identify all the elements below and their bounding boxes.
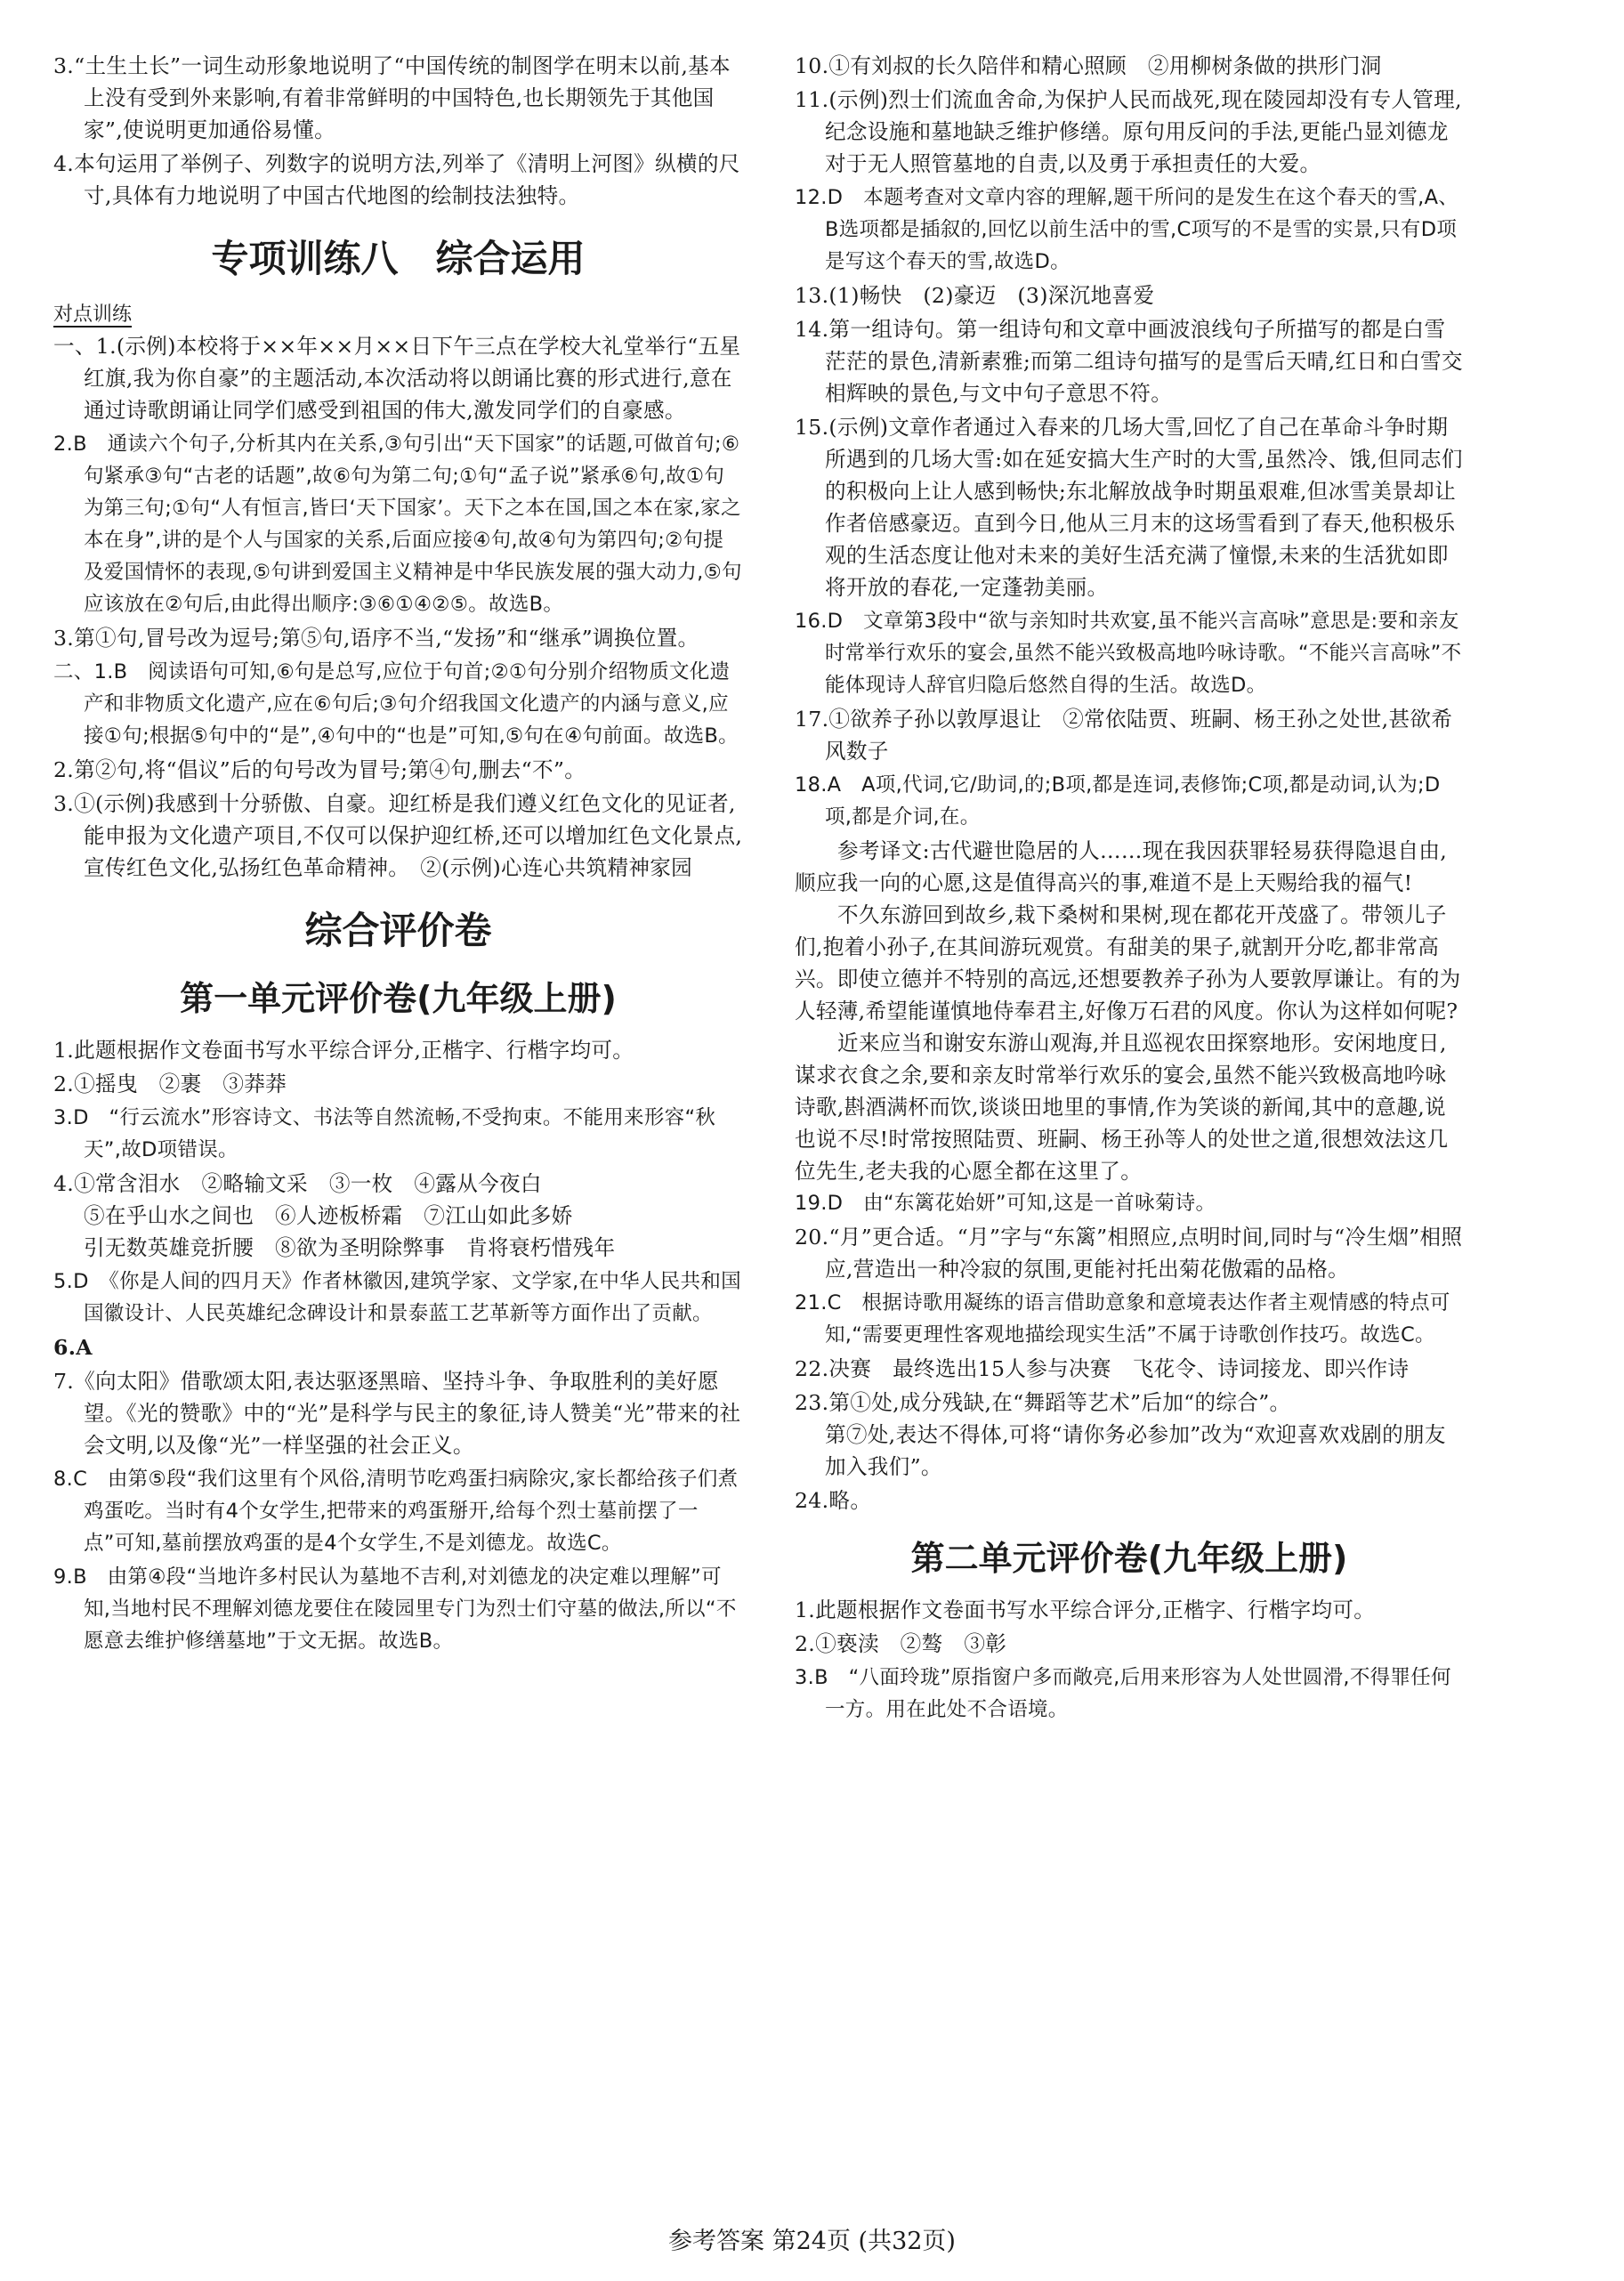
answer-item: 11.(示例)烈士们流血舍命,为保护人民而战死,现在陵园却没有专人管理,纪念设施和墓地缺乏维护修缮。原句用反问的手法,更能凸显刘德龙对于无人照管墓地的自责,以及勇于承担责任的大爱。	[795, 87, 1462, 176]
answer-item: 1.此题根据作文卷面书写水平综合评分,正楷字、行楷字均可。	[795, 1598, 1376, 1622]
answer-item: 23.第①处,成分残缺,在“舞蹈等艺术”后加“的综合”。 第⑦处,表达不得体,可将“请你务必参加”改为“欢迎喜欢戏剧的朋友加入我们”。	[795, 1390, 1446, 1479]
answer-item: 7.《向太阳》借歌颂太阳,表达驱逐黑暗、坚持斗争、争取胜利的美好愿望。《光的赞歌》中的“光”是科学与民主的象征,诗人赞美“光”带来的社会文明,以及像“光”一样坚强的社会正义。	[53, 1369, 741, 1458]
subsection-label: 对点训练	[53, 303, 133, 326]
answer-item: 20.“月”更合适。“月”字与“东篱”相照应,点明时间,同时与“冷生烟”相照应,营造出一种冷寂的氛围,更能衬托出菊花傲霜的品格。	[795, 1225, 1463, 1282]
answer-item: 二、1.B 阅读语句可知,⑥句是总写,应位于句首;②①句分别介绍物质文化遗产和非物质文化遗产,应在⑥句后;③句介绍我国文化遗产的内涵与意义,应接①句;根据⑤句中的“是”,④句中的“也是”可知,⑤句在④句前面。故选B。	[53, 660, 739, 748]
reference-translation: 参考译文:古代避世隐居的人……现在我因获罪轻易获得隐退自由,顺应我一向的心愿,这是值得高兴的事,难道不是上天赐给我的福气!	[795, 838, 1448, 895]
answer-item: 4.①常含泪水 ②略输文采 ③一枚 ④露从今夜白 ⑤在乎山水之间也 ⑥人迹板桥霜 ⑦江山如此多娇 引无数英雄竞折腰 ⑧欲为圣明除弊事 肯将衰朽惜残年	[53, 1171, 616, 1260]
answer-item: 14.第一组诗句。第一组诗句和文章中画波浪线句子所描写的都是白雪茫茫的景色,清新素雅;而第二组诗句描写的是雪后天晴,红日和白雪交相辉映的景色,与文中句子意思不符。	[795, 317, 1463, 406]
right-column	[795, 50, 1464, 1727]
reference-translation: 不久东游回到故乡,栽下桑树和果树,现在都花开茂盛了。带领儿子们,抱着小孙子,在其间游玩观赏。有甜美的果子,就割开分吃,都非常高兴。即使立德并不特别的高远,还想要教养子孙为人要敦厚谦让。有的为人轻薄,希望能谨慎地侍奉君主,好像万石君的风度。你认为这样如何呢?	[795, 902, 1461, 1023]
answer-item: 16.D 文章第3段中“欲与亲知时共欢宴,虽不能兴言高咏”意思是:要和亲友时常举行欢乐的宴会,虽然不能兴致极高地吟咏诗歌。“不能兴言高咏”不能体现诗人辞官归隐后悠然自得的生活。故选D。	[795, 610, 1462, 697]
answer-item: 2.①亵渎 ②骜 ③彰	[795, 1631, 1007, 1656]
answer-item: 19.D 由“东篱花始妍”可知,这是一首咏菊诗。	[795, 1192, 1216, 1215]
answer-item: 6.A	[53, 1335, 93, 1360]
answer-item: 12.D 本题考查对文章内容的理解,题干所问的是发生在这个春天的雪,A、B选项都是插叙的,回忆以前生活中的雪,C项写的不是雪的实景,只有D项是写这个春天的雪,故选D。	[795, 186, 1459, 273]
answer-item: 3.B “八面玲珑”原指窗户多而敞亮,后用来形容为人处世圆滑,不得罪任何一方。用在此处不合语境。	[795, 1666, 1451, 1721]
answer-item: 3.第①句,冒号改为逗号;第⑤句,语序不当,“发扬”和“继承”调换位置。	[53, 626, 699, 651]
page-footer: 参考答案 第24页 (共32页)	[668, 2228, 956, 2255]
answer-item: 13.(1)畅快 (2)豪迈 (3)深沉地喜爱	[795, 283, 1155, 308]
unit-1-title: 第一单元评价卷(九年级上册)	[180, 979, 617, 1018]
answer-item: 3.“土生土长”一词生动形象地说明了“中国传统的制图学在明末以前,基本上没有受到外来影响,有着非常鲜明的中国特色,也长期领先于其他国家”,使说明更加通俗易懂。	[53, 53, 731, 142]
reference-translation: 近来应当和谢安东游山观海,并且巡视农田探察地形。安闲地度日,谋求衣食之余,要和亲友时常举行欢乐的宴会,虽然不能兴致极高地吟咏诗歌,斟酒满杯而饮,谈谈田地里的事情,作为笑谈的新闻,其中的意趣,说也说不尽!时常按照陆贾、班嗣、杨王孙等人的处世之道,很想效法这几位先生,老夫我的心愿全都在这里了。	[795, 1031, 1449, 1184]
answer-item: 21.C 根据诗歌用凝练的语言借助意象和意境表达作者主观情感的特点可知,“需要更理性客观地描绘现实生活”不属于诗歌创作技巧。故选C。	[795, 1291, 1450, 1347]
answer-item: 2.第②句,将“倡议”后的句号改为冒号;第④句,删去“不”。	[53, 757, 586, 782]
answer-item: 一、1.(示例)本校将于××年××月××日下午三点在学校大礼堂举行“五星红旗,我为你自豪”的主题活动,本次活动将以朗诵比赛的形式进行,意在通过诗歌朗诵让同学们感受到祖国的伟大,激发同学们的自豪感。	[53, 334, 741, 423]
answer-item: 8.C 由第⑤段“我们这里有个风俗,清明节吃鸡蛋扫病除灾,家长都给孩子们煮鸡蛋吃。当时有4个女学生,把带来的鸡蛋掰开,给每个烈士墓前摆了一点”可知,墓前摆放鸡蛋的是4个女学生,不是刘德龙。故选C。	[53, 1468, 739, 1555]
answer-item: 10.①有刘叔的长久陪伴和精心照顾 ②用柳树条做的拱形门洞	[795, 53, 1382, 78]
answer-item: 1.此题根据作文卷面书写水平综合评分,正楷字、行楷字均可。	[53, 1038, 634, 1063]
section-title-evaluation: 综合评价卷	[304, 909, 492, 952]
answer-item: 3.D “行云流水”形容诗文、书法等自然流畅,不受拘束。不能用来形容“秋天”,故D项错误。	[53, 1106, 716, 1161]
answer-item: 2.①摇曳 ②裹 ③莽莽	[53, 1072, 287, 1096]
answer-item: 15.(示例)文章作者通过入春来的几场大雪,回忆了自己在革命斗争时期所遇到的几场大雪:如在延安搞大生产时的大雪,虽然冷、饿,但同志们的积极向上让人感到畅快;东北解放战争时期虽艰难,但冰雪美景却让作者倍感豪迈。直到今日,他从三月末的这场雪看到了春天,他积极乐观的生活态度让他对未来的美好生活充满了憧憬,未来的生活犹如即将开放的春花,一定蓬勃美丽。	[795, 415, 1463, 600]
left-column	[53, 50, 743, 1659]
answer-item: 3.①(示例)我感到十分骄傲、自豪。迎红桥是我们遵义红色文化的见证者,能申报为文化遗产项目,不仅可以保护迎红桥,还可以增加红色文化景点,宣传红色文化,弘扬红色革命精神。 ②(示例)心连心共筑精神家园	[53, 791, 743, 880]
answer-item: 9.B 由第④段“当地许多村民认为墓地不吉利,对刘德龙的决定难以理解”可知,当地村民不理解刘德龙要住在陵园里专门为烈士们守墓的做法,所以“不愿意去维护修缮墓地”于文无据。故选B。	[53, 1565, 737, 1653]
answer-item: 5.D 《你是人间的四月天》作者林徽因,建筑学家、文学家,在中华人民共和国国徽设计、人民英雄纪念碑设计和景泰蓝工艺革新等方面作出了贡献。	[53, 1270, 741, 1325]
answer-item: 24.略。	[795, 1488, 872, 1513]
answer-item: 2.B 通读六个句子,分析其内在关系,③句引出“天下国家”的话题,可做首句;⑥句紧承③句“古老的话题”,故⑥句为第二句;①句“孟子说”紧承⑥句,故①句为第三句;①句“人有恒言,皆曰‘天下国家’。天下之本在国,国之本在家,家之本在身”,讲的是个人与国家的关系,后面应接④句,故④句为第四句;②句提及爱国情怀的表现,⑤句讲到爱国主义精神是中华民族发展的强大动力,⑤句应该放在②句后,由此得出顺序:③⑥①④②⑤。故选B。	[53, 433, 742, 616]
unit-2-title: 第二单元评价卷(九年级上册)	[910, 1539, 1348, 1578]
section-title-training-8: 专项训练八 综合运用	[211, 237, 586, 280]
answer-item: 18.A A项,代词,它/助词,的;B项,都是连词,表修饰;C项,都是动词,认为;D项,都是介词,在。	[795, 773, 1441, 829]
answer-item: 22.决赛 最终选出15人参与决赛 飞花令、诗词接龙、即兴作诗	[795, 1356, 1410, 1381]
answer-item: 17.①欲养子孙以敦厚退让 ②常依陆贾、班嗣、杨王孙之处世,甚欲希风数子	[795, 707, 1453, 764]
answer-item: 4.本句运用了举例子、列数字的说明方法,列举了《清明上河图》纵横的尺寸,具体有力地说明了中国古代地图的绘制技法独特。	[53, 151, 740, 208]
